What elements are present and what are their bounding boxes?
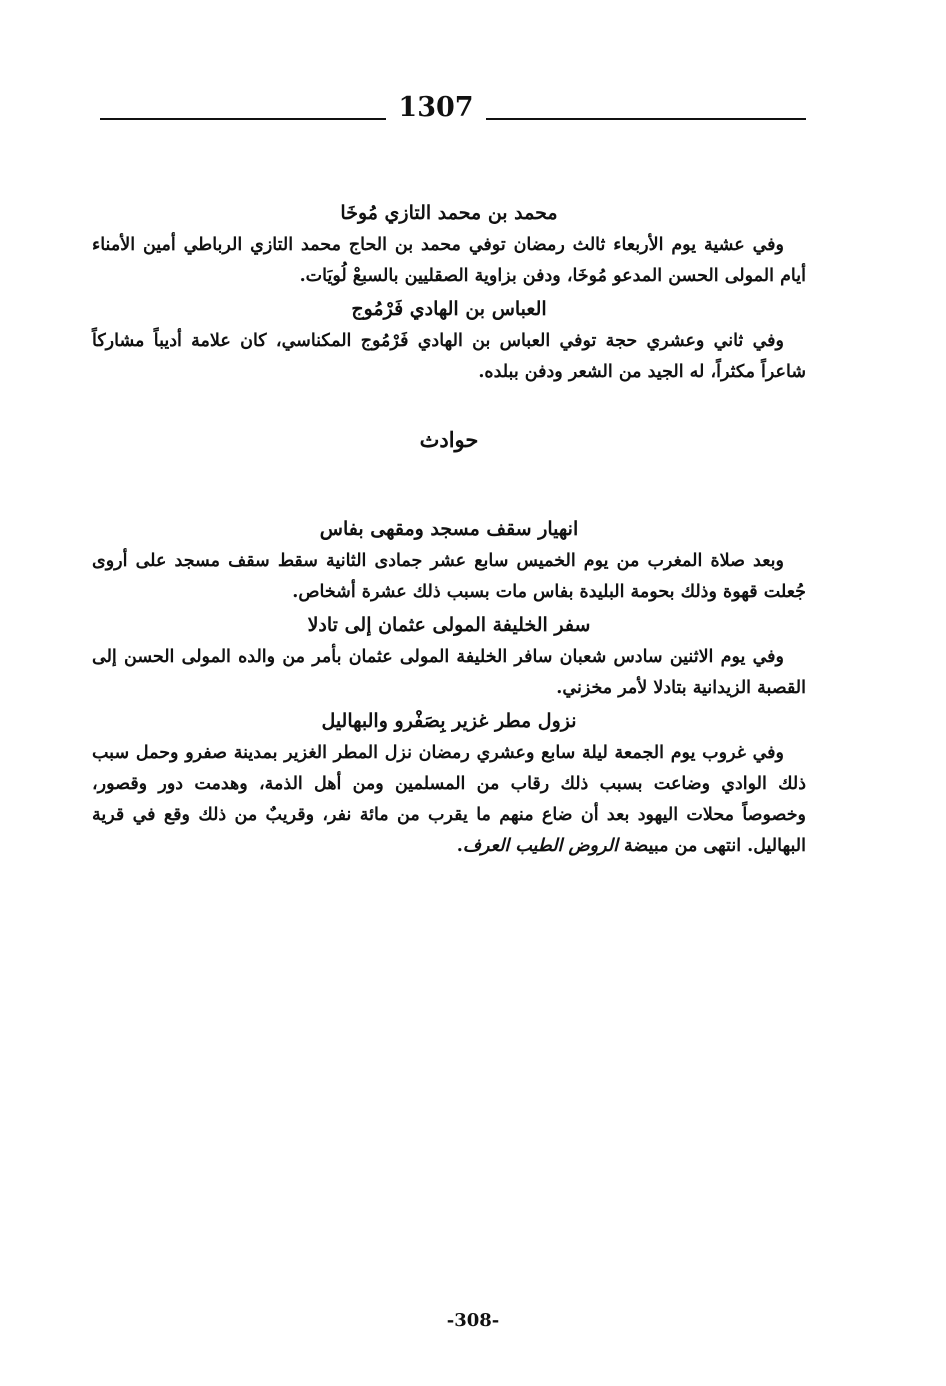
- event-text: [92, 738, 806, 862]
- event-heading: سفر الخليفة المولى عثمان إلى تادلا: [307, 614, 591, 636]
- entry-heading: محمد بن محمد التازي مُوخَا: [340, 202, 558, 224]
- event-text: وفي يوم الاثنين سادس شعبان سافر الخليفة المولى عثمان بأمر من والده المولى الحسن إلى القصبة الزيدانية بتادلا لأمر مخزني.: [92, 647, 806, 698]
- event-text: وبعد صلاة المغرب من يوم الخميس سابع عشر جمادى الثانية سقط سقف مسجد على أروى جُعلت قهوة وذلك بحومة البليدة بفاس مات بسبب ذلك عشرة أشخاص.: [92, 551, 806, 602]
- entry-text: وفي ثاني وعشري حجة توفي العباس بن الهادي فَرْمُوج المكناسي، كان علامة أديباً مشاركاً شاعراً مكثراً، له الجيد من الشعر ودفن ببلده.: [92, 331, 806, 382]
- entry-text: وفي عشية يوم الأربعاء ثالث رمضان توفي محمد بن الحاج محمد التازي الرباطي أمين الأمناء أيام المولى الحسن المدعو مُوخَا، ودفن بزاوية الصقليين بالسبعْ لُويَات.: [92, 235, 806, 286]
- page-content: [92, 196, 806, 862]
- page-header: [100, 88, 806, 132]
- entry-heading: العباس بن الهادي فَرْمُوج: [351, 298, 547, 320]
- event-text-body: وفي غروب يوم الجمعة ليلة سابع وعشري رمضان نزل المطر الغزير بمدينة صفرو وحمل سبب ذلك الوادي وضاعت بسبب ذلك رقاب من المسلمين ومن أهل الذمة، وهدمت دور وقصور، وخصوصاً محلات اليهود بعد أن ضاع منهم ما يقرب من مائة نفر، وقريبٌ من ذلك وقع في قرية البهاليل. انتهى من مبيضة: [92, 743, 806, 856]
- event-heading: انهيار سقف مسجد ومقهى بفاس: [319, 518, 579, 540]
- year-heading: 1307: [398, 92, 474, 123]
- header-rule-left: [100, 118, 386, 120]
- event-text-end: .: [456, 836, 463, 856]
- source-book-title: الروض الطيب العرف: [462, 836, 618, 856]
- events-section-title: حوادث: [419, 427, 479, 452]
- page-number: -308-: [446, 1310, 500, 1331]
- header-rule-right: [486, 118, 806, 120]
- event-heading: نزول مطر غزير بِصَفْرو والبهاليل: [321, 710, 577, 732]
